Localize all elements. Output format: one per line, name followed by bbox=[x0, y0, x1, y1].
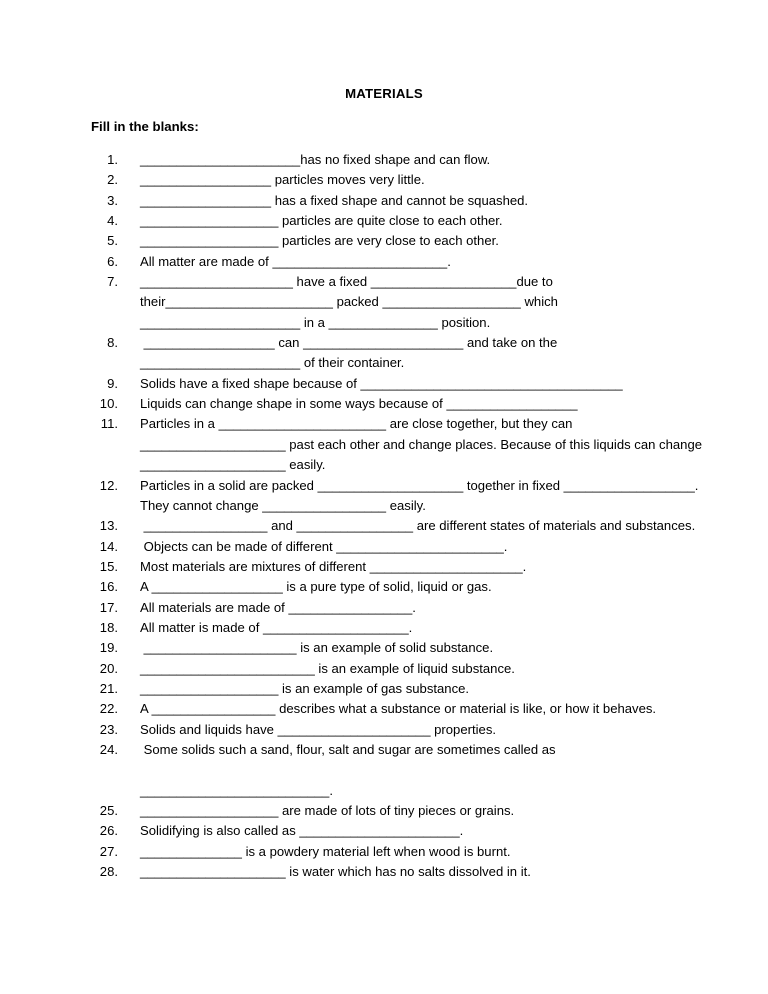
question-item bbox=[0, 374, 768, 394]
question-number: 22. bbox=[99, 701, 118, 717]
question-text: ___________________ is an example of gas substance. bbox=[140, 680, 470, 696]
question-item bbox=[0, 516, 768, 536]
question-number: 11. bbox=[100, 416, 118, 432]
question-item bbox=[0, 720, 768, 740]
question-number: 1. bbox=[107, 152, 118, 167]
question-text: Solidifying is also called as ______________________. bbox=[140, 823, 464, 839]
page-title: MATERIALS bbox=[345, 86, 423, 101]
question-number: 7. bbox=[107, 274, 118, 290]
question-item bbox=[0, 659, 768, 679]
question-number: 8. bbox=[107, 335, 118, 351]
question-number: 25. bbox=[99, 803, 118, 818]
question-number: 27. bbox=[99, 843, 118, 859]
question-number: 3. bbox=[107, 192, 118, 208]
question-item bbox=[0, 170, 768, 190]
question-number: 28. bbox=[99, 864, 118, 880]
question-text: A _________________ describes what a substance or material is like, or how it behaves. bbox=[140, 701, 657, 717]
question-item bbox=[0, 211, 768, 231]
question-item bbox=[0, 801, 768, 821]
question-text: Particles in a solid are packed ____________________ together in fixed __________________. They cannot change _________________ easily. bbox=[140, 477, 702, 513]
question-item bbox=[0, 537, 768, 557]
question-text: Particles in a _______________________ are close together, but they can ____________________ past each other and change places. Because of this liquids can change ____________________ easily. bbox=[140, 416, 706, 473]
question-number: 4. bbox=[107, 213, 118, 229]
question-text: Most materials are mixtures of different _____________________. bbox=[140, 558, 527, 574]
question-text: All matter is made of ____________________. bbox=[140, 619, 413, 635]
question-text: ____________________ is water which has no salts dissolved in it. bbox=[140, 864, 531, 880]
question-item bbox=[0, 414, 768, 475]
question-item bbox=[0, 191, 768, 211]
question-item bbox=[0, 150, 768, 170]
question-number: 12. bbox=[99, 477, 118, 493]
question-item bbox=[0, 699, 768, 719]
question-text: Some solids such a sand, flour, salt and sugar are sometimes called as bbox=[140, 741, 556, 757]
question-text: _________________ and ________________ are different states of materials and substances. bbox=[140, 518, 696, 534]
question-text: Objects can be made of different _______________________. bbox=[140, 538, 508, 554]
question-item bbox=[0, 821, 768, 841]
blank-spacer-line bbox=[140, 760, 708, 780]
question-number: 13. bbox=[99, 518, 118, 534]
question-text: __________________ has a fixed shape and cannot be squashed. bbox=[140, 192, 529, 208]
question-text: ___________________ are made of lots of tiny pieces or grains. bbox=[140, 803, 515, 818]
question-item bbox=[0, 862, 768, 882]
question-number: 5. bbox=[107, 233, 118, 249]
question-item bbox=[0, 679, 768, 699]
question-item bbox=[0, 638, 768, 658]
question-item bbox=[0, 333, 768, 374]
question-text: _____________________ have a fixed ____________________due to their_______________________ packed ___________________ which ______________________ in a _______________ position. bbox=[140, 274, 562, 330]
question-number: 24. bbox=[99, 741, 118, 757]
question-item bbox=[0, 476, 768, 517]
question-list bbox=[0, 135, 768, 882]
question-number: 20. bbox=[99, 660, 118, 676]
question-number: 17. bbox=[99, 599, 118, 615]
question-number: 6. bbox=[107, 253, 118, 269]
question-item bbox=[0, 842, 768, 862]
question-item bbox=[0, 740, 768, 801]
question-item bbox=[0, 272, 768, 333]
question-item bbox=[0, 394, 768, 414]
question-text: _____________________ is an example of solid substance. bbox=[140, 640, 494, 656]
question-item bbox=[0, 557, 768, 577]
question-number: 18. bbox=[99, 619, 118, 635]
question-number: 10. bbox=[99, 396, 118, 412]
question-number: 26. bbox=[99, 823, 118, 839]
question-text: Solids and liquids have _____________________ properties. bbox=[140, 721, 496, 737]
question-number: 23. bbox=[99, 721, 118, 737]
question-number: 15. bbox=[99, 558, 118, 574]
question-text: Liquids can change shape in some ways because of __________________ bbox=[140, 396, 578, 412]
question-number: 2. bbox=[107, 172, 118, 188]
question-item bbox=[0, 231, 768, 251]
section-heading: Fill in the blanks: bbox=[91, 119, 199, 134]
question-number: 21. bbox=[99, 680, 118, 696]
question-text: ___________________ particles are very close to each other. bbox=[140, 233, 499, 249]
question-item bbox=[0, 577, 768, 597]
question-number: 19. bbox=[99, 640, 118, 656]
question-text: All matter are made of ________________________. bbox=[140, 253, 451, 269]
question-number: 16. bbox=[99, 579, 118, 595]
question-item bbox=[0, 618, 768, 638]
question-text: ___________________ particles are quite close to each other. bbox=[140, 213, 503, 229]
question-text: A __________________ is a pure type of solid, liquid or gas. bbox=[140, 579, 492, 595]
question-text-continued: __________________________. bbox=[140, 782, 333, 798]
question-number: 14. bbox=[99, 538, 118, 554]
question-text: Solids have a fixed shape because of ____________________________________ bbox=[140, 375, 623, 391]
question-text: ________________________ is an example of liquid substance. bbox=[140, 660, 515, 676]
question-text: ______________________has no fixed shape and can flow. bbox=[140, 152, 491, 167]
question-text: __________________ particles moves very little. bbox=[140, 172, 425, 188]
question-text: __________________ can ______________________ and take on the ______________________ of their container. bbox=[140, 335, 561, 371]
question-number: 9. bbox=[107, 375, 118, 391]
question-item bbox=[0, 252, 768, 272]
question-text: ______________ is a powdery material left when wood is burnt. bbox=[140, 843, 511, 859]
question-text: All materials are made of _________________. bbox=[140, 599, 416, 615]
question-item bbox=[0, 598, 768, 618]
